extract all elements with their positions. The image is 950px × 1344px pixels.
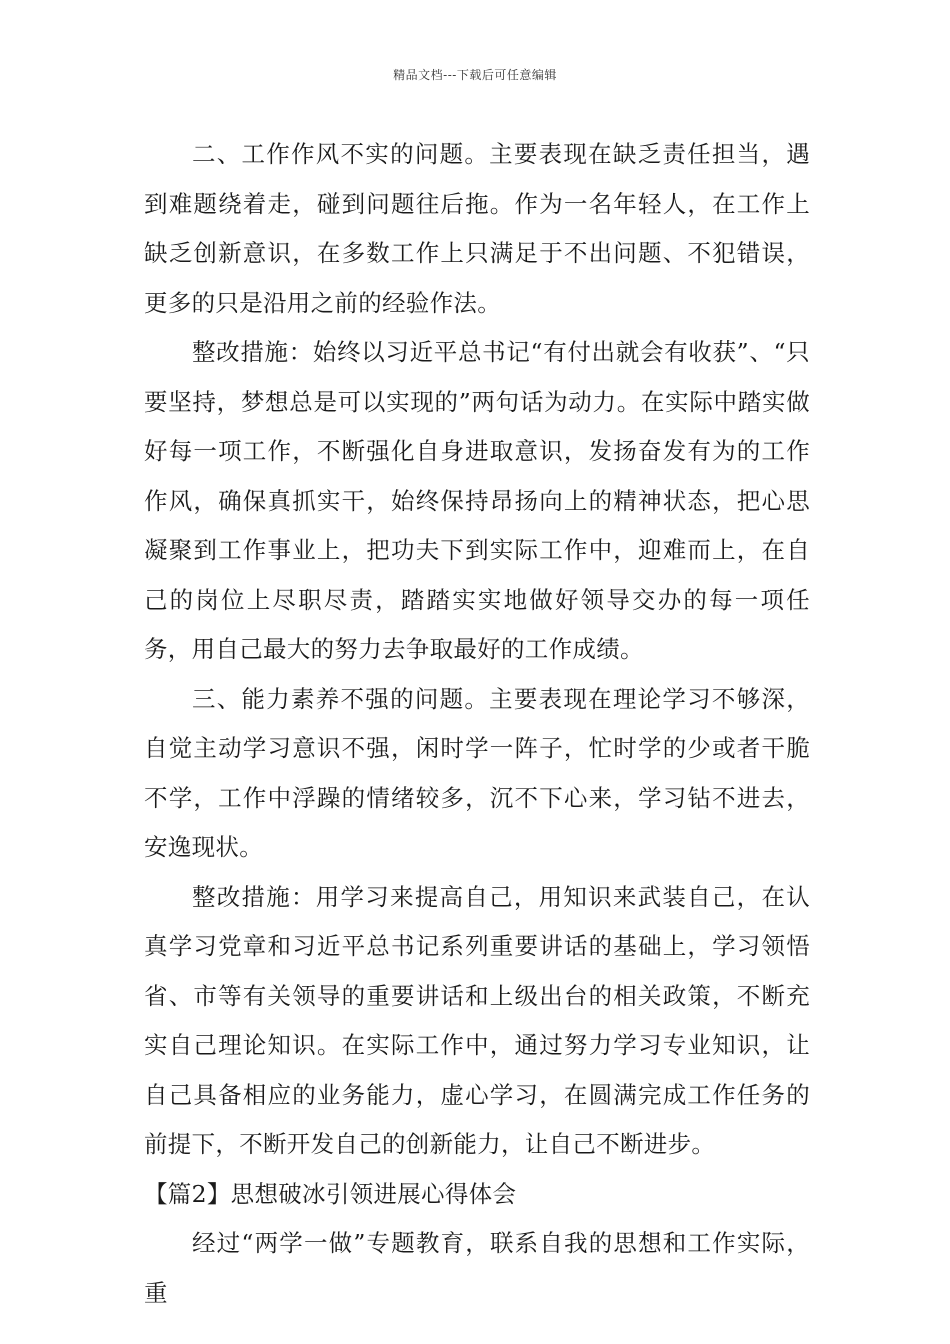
paragraph-work-style-measures: 整改措施：始终以习近平总书记“有付出就会有收获”、“只要坚持，梦想总是可以实现的”两句话为动力。在实际中踏实做好每一项工作，不断强化自身进取意识，发扬奋发有为的工作作风，确保真抓实干，始终保持昂扬向上的精神状态，把心思凝聚到工作事业上，把功夫下到实际工作中，迎难而上，在自己的岗位上尽职尽责，踏踏实实地做好领导交办的每一项任务，用自己最大的努力去争取最好的工作成绩。 xyxy=(144,338,810,663)
paragraph-ability-measures: 整改措施：用学习来提高自己，用知识来武装自己，在认真学习党章和习近平总书记系列重要讲话的基础上，学习领悟省、市等有关领导的重要讲话和上级出台的相关政策，不断充实自己理论知识。在实际工作中，通过努力学习专业知识，让自己具备相应的业务能力，虚心学习，在圆满完成工作任务的前提下，不断开发自己的创新能力，让自己不断进步。 xyxy=(144,882,810,1158)
paragraph-section-intro: 经过“两学一做”专题教育，联系自我的思想和工作实际，重 xyxy=(144,1229,810,1307)
document-body xyxy=(144,130,810,1318)
section-heading: 【篇2】思想破冰引领进展心得体会 xyxy=(144,1179,517,1208)
paragraph-work-style-problem: 二、工作作风不实的问题。主要表现在缺乏责任担当，遇到难题绕着走，碰到问题往后拖。作为一名年轻人，在工作上缺乏创新意识，在多数工作上只满足于不出问题、不犯错误，更多的只是沿用之前的经验作法。 xyxy=(144,140,810,317)
header-note: 精品文档---下载后可任意编辑 xyxy=(393,68,557,82)
paragraph-ability-problem: 三、能力素养不强的问题。主要表现在理论学习不够深，自觉主动学习意识不强，闲时学一阵子，忙时学的少或者干脆不学，工作中浮躁的情绪较多，沉不下心来，学习钻不进去，安逸现状。 xyxy=(144,684,810,861)
